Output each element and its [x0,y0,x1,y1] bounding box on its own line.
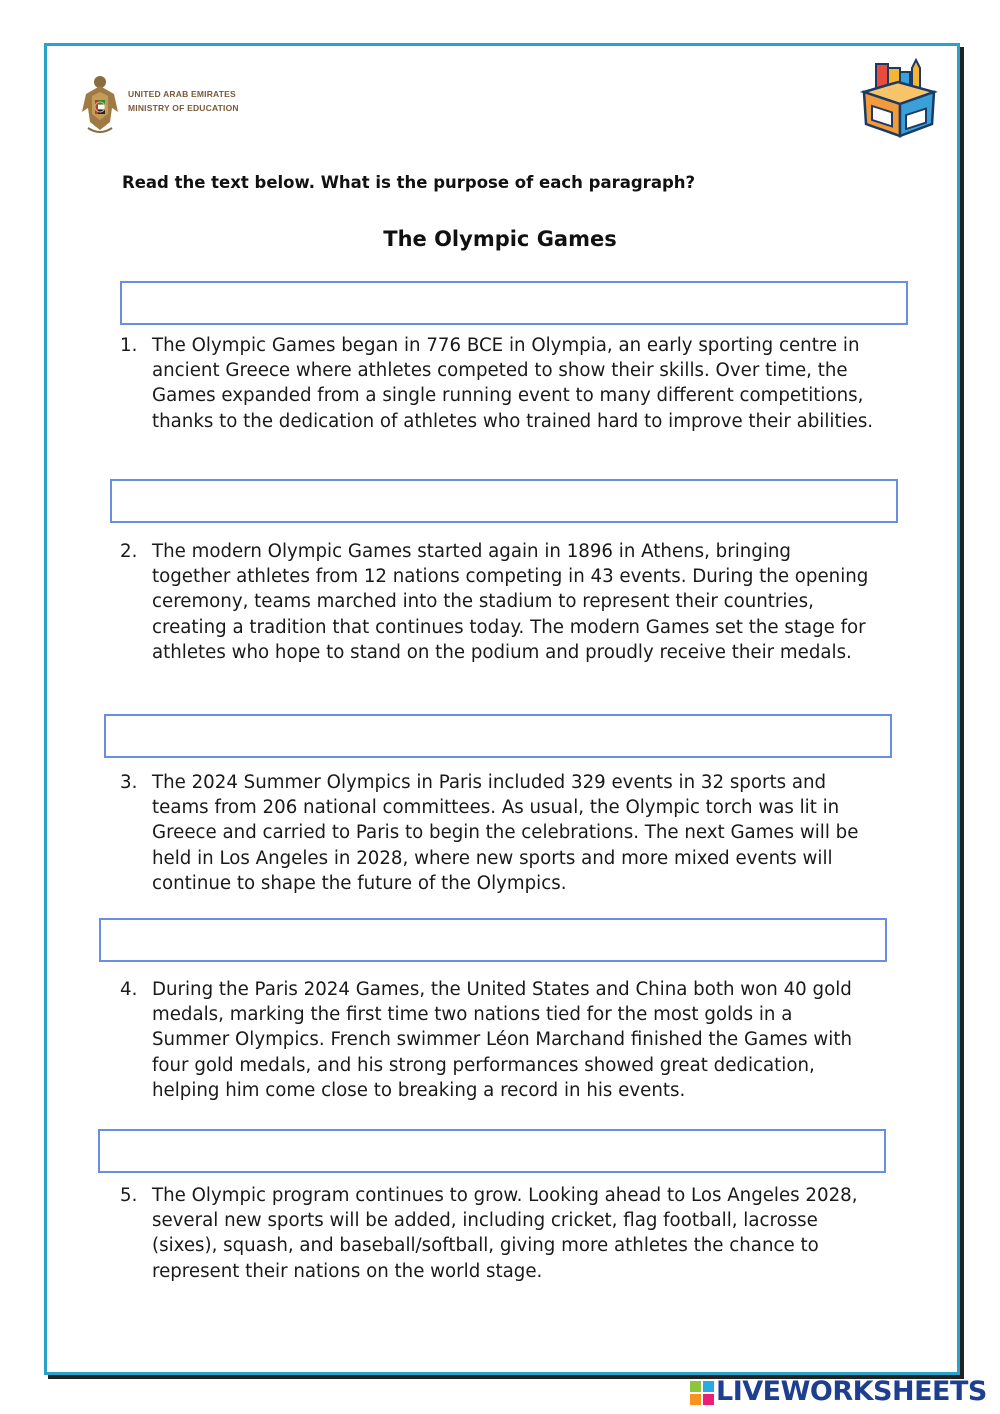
paragraph-number: 2. [120,541,138,562]
page-title: The Olympic Games [383,227,617,251]
paragraph-2 [120,539,875,665]
paragraph-number: 1. [120,335,138,356]
paragraph-3 [120,770,875,896]
liveworksheets-brand: LIVEWORKSHEETS [716,1376,987,1407]
paragraph-5 [120,1183,875,1284]
paragraph-number: 5. [120,1185,138,1206]
liveworksheets-logo-icon [690,1381,714,1405]
paragraph-number: 4. [120,979,138,1000]
book-box-icon [860,58,938,138]
paragraph-text: The 2024 Summer Olympics in Paris included 329 events in 32 sports and teams from 206 national committees. As usual, the Olympic torch was lit in Greece and carried to Paris to begin the celebrations. The next Games will be held in Los Angeles in 2028, where new sports and more mixed events will continue to shape the future of the Olympics. [152,772,859,894]
paragraph-text: The Olympic Games began in 776 BCE in Olympia, an early sporting centre in ancient Greece where athletes competed to show their skills. Over time, the Games expanded from a single running event to many different competitions, thanks to the dedication of athletes who trained hard to improve their abilities. [152,335,874,432]
paragraph-text: The Olympic program continues to grow. Looking ahead to Los Angeles 2028, several new sports will be added, including cricket, flag football, lacrosse (sixes), squash, and baseball/softball, giving more athletes the chance to represent their nations on the world stage. [152,1185,858,1282]
answer-box-4[interactable] [99,918,887,962]
ministry-logo [78,72,243,150]
answer-box-3[interactable] [104,714,892,758]
answer-box-2[interactable] [110,479,898,523]
logo-line-2: MINISTRY OF EDUCATION [128,103,239,113]
logo-line-1: UNITED ARAB EMIRATES [128,89,236,99]
paragraph-number: 3. [120,772,138,793]
answer-box-1[interactable] [120,281,908,325]
uae-emblem-icon [78,72,122,138]
instruction-text: Read the text below. What is the purpose of each paragraph? [122,173,696,192]
paragraph-1 [120,333,875,434]
answer-box-5[interactable] [98,1129,886,1173]
paragraph-4 [120,977,875,1103]
paragraph-text: The modern Olympic Games started again in 1896 in Athens, bringing together athletes from 12 nations competing in 43 events. During the opening ceremony, teams marched into the stadium to represent their countries, creating a tradition that continues today. The modern Games set the stage for athletes who hope to stand on the podium and proudly receive their medals. [152,541,869,663]
paragraph-text: During the Paris 2024 Games, the United States and China both won 40 gold medals, marking the first time two nations tied for the most golds in a Summer Olympics. French swimmer Léon Marchand finished the Games with four gold medals, and his strong performances showed great dedication, helping him come close to breaking a record in his events. [152,979,853,1101]
